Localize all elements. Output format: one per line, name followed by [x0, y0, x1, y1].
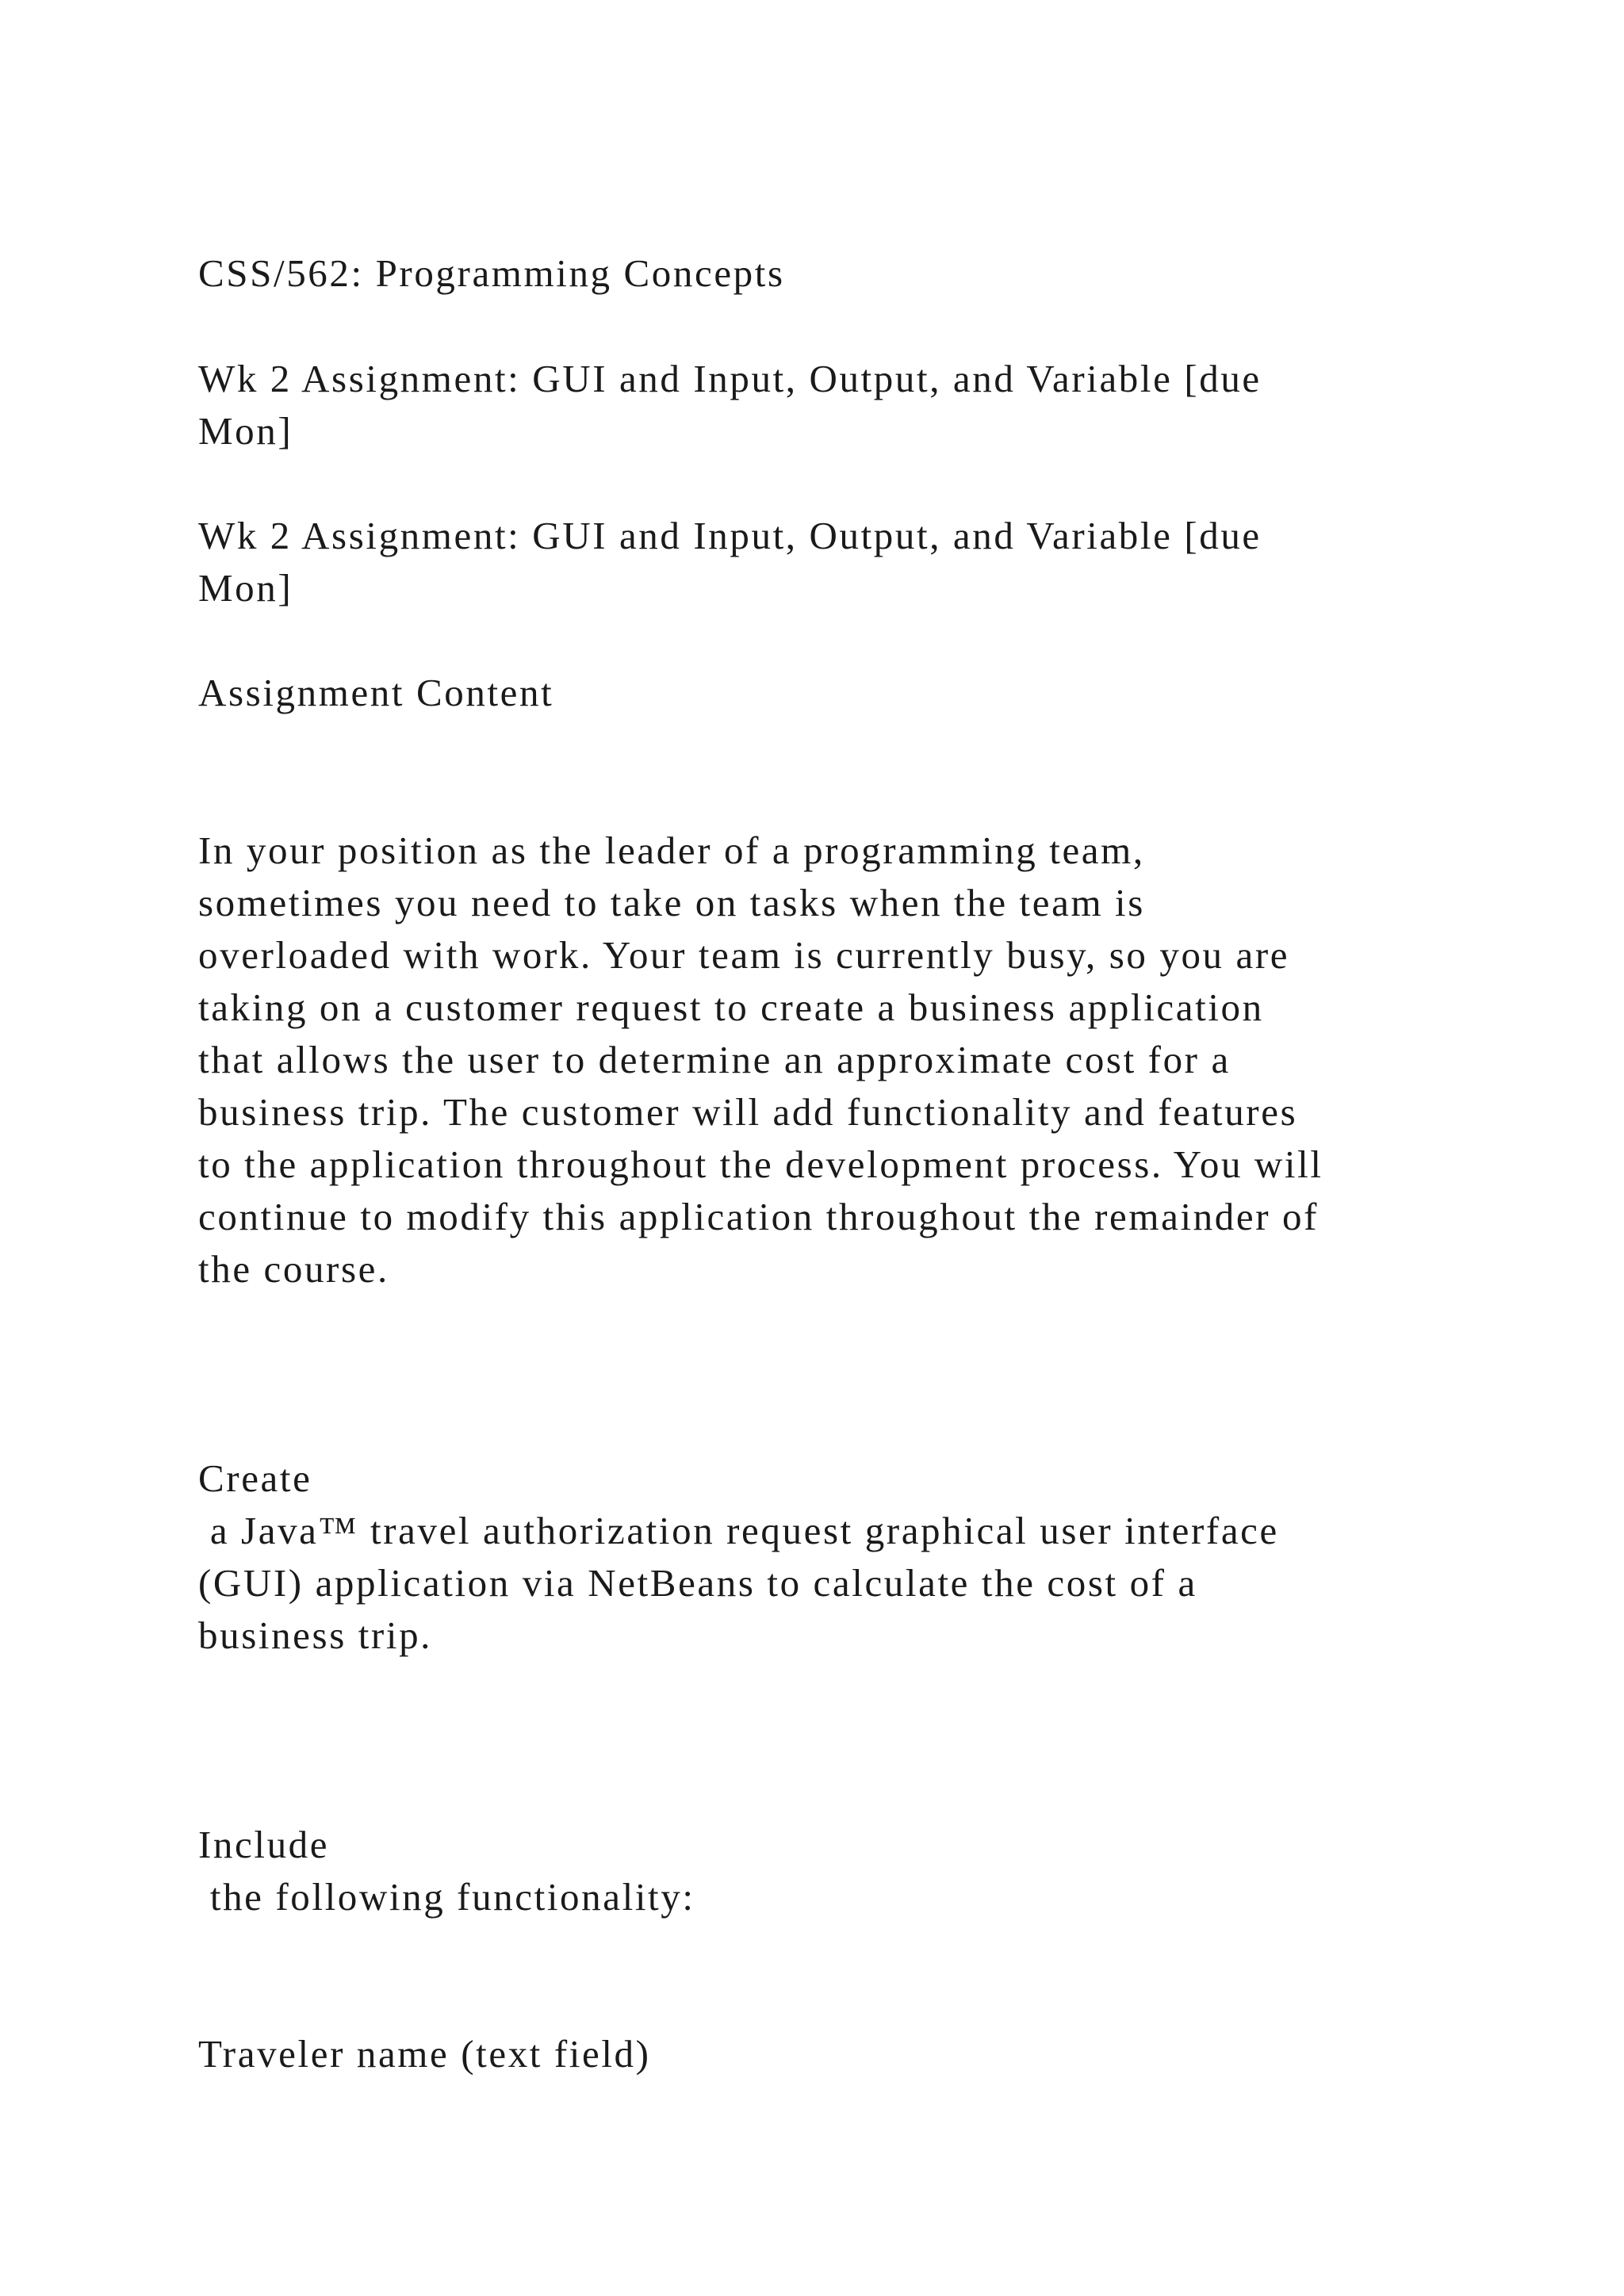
assignment-heading-line: Mon] [198, 566, 293, 610]
paragraph-line: overloaded with work. Your team is currently busy, so you are [198, 933, 1290, 977]
instruction-line: (GUI) application via NetBeans to calculate the cost of a [198, 1561, 1197, 1605]
paragraph-line: to the application throughout the development process. You will [198, 1142, 1323, 1186]
paragraph-line: continue to modify this application throughout the remainder of [198, 1195, 1320, 1238]
section-title: Assignment Content [198, 671, 554, 714]
paragraph-line: business trip. The customer will add functionality and features [198, 1090, 1298, 1134]
paragraph-line: sometimes you need to take on tasks when the team is [198, 881, 1145, 924]
instruction-line: the following functionality: [198, 1875, 695, 1919]
instruction-line: Include [198, 1823, 330, 1866]
course-title: CSS/562: Programming Concepts [198, 251, 785, 295]
instruction-line: Create [198, 1456, 312, 1500]
assignment-heading-line: Mon] [198, 409, 293, 453]
assignment-heading-line: Wk 2 Assignment: GUI and Input, Output, and Variable [due [198, 357, 1262, 400]
paragraph-line: In your position as the leader of a programming team, [198, 828, 1145, 872]
paragraph-line: taking on a customer request to create a business application [198, 985, 1264, 1029]
instruction-line: a Java™ travel authorization request graphical user interface [198, 1509, 1279, 1552]
functionality-item: Traveler name (text field) [198, 2032, 651, 2076]
assignment-heading-line: Wk 2 Assignment: GUI and Input, Output, and Variable [due [198, 514, 1262, 557]
paragraph-line: the course. [198, 1247, 389, 1291]
instruction-line: business trip. [198, 1613, 433, 1657]
paragraph-line: that allows the user to determine an approximate cost for a [198, 1038, 1231, 1081]
